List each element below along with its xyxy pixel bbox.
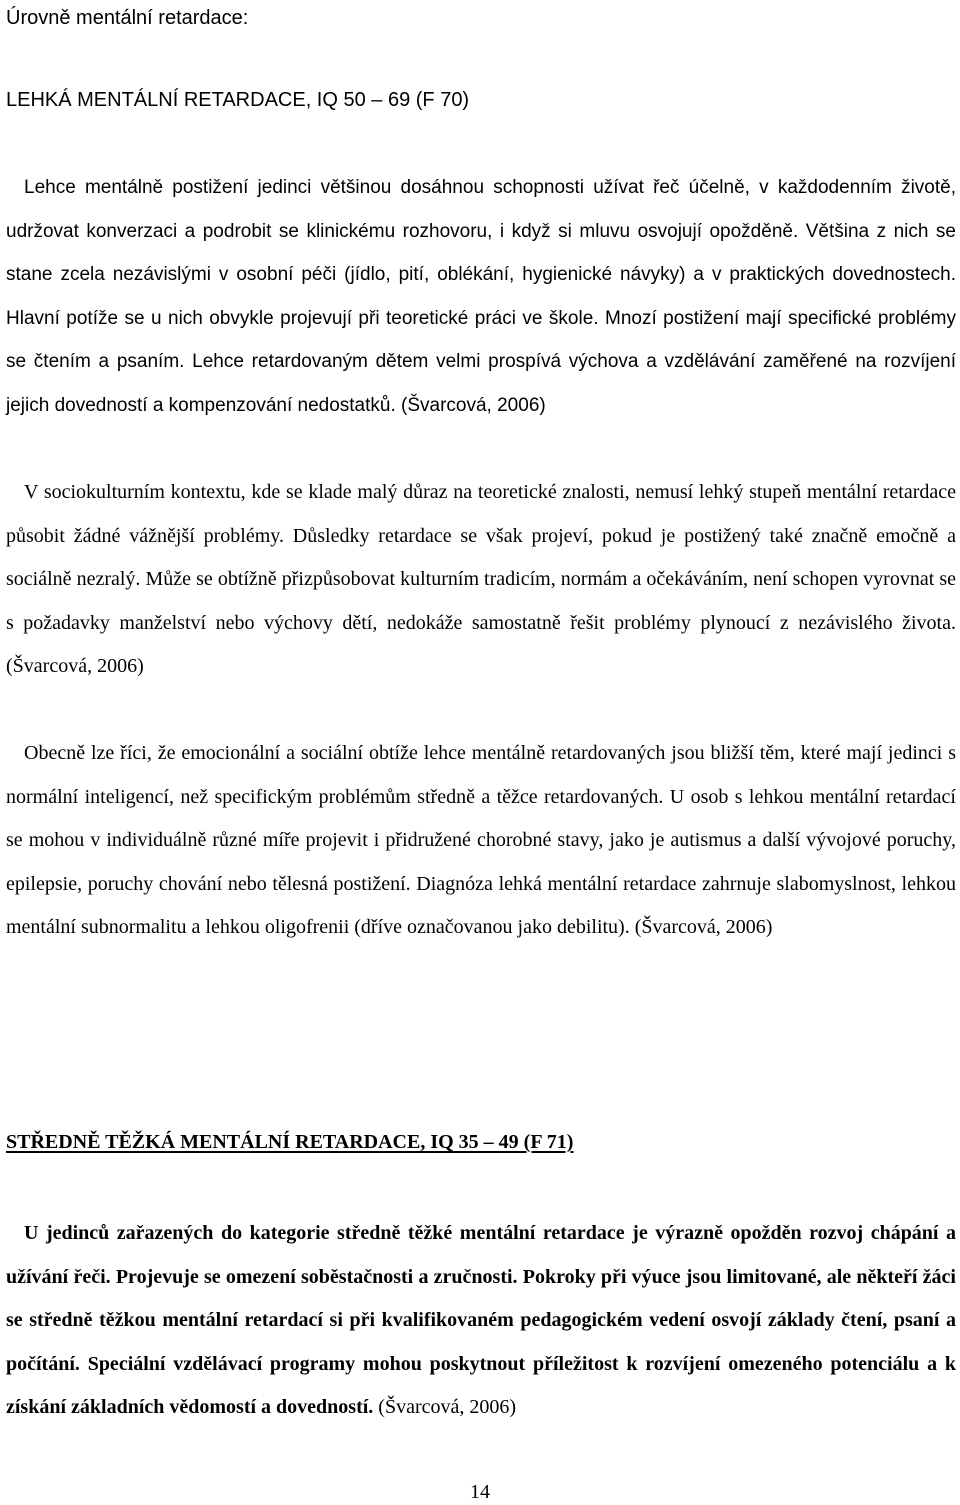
document-page	[6, 0, 956, 1505]
heading-mild-retardation: LEHKÁ MENTÁLNÍ RETARDACE, IQ 50 – 69 (F 70)	[6, 89, 470, 111]
heading-moderate-retardation: STŘEDNĚ TĚŽKÁ MENTÁLNÍ RETARDACE, IQ 35 – 49 (F 71)	[6, 1131, 574, 1153]
section-label: Úrovně mentální retardace:	[6, 7, 249, 29]
paragraph-mild-2: V sociokulturním kontextu, kde se klade malý důraz na teoretické znalosti, nemusí lehký stupeň mentální retardace působit žádné vážnější problémy. Důsledky retardace se však projeví, pokud je postižený také značně emočně a sociálně nezralý. Může se obtížně přizpůsobovat kulturním tradicím, normám a očekáváním, není schopen vyrovnat se s požadavky manželství nebo výchovy dětí, nedokáže samostatně řešit problémy plynoucí z nezávislého života. (Švarcová, 2006)	[6, 481, 956, 678]
paragraph-moderate-text: U jedinců zařazených do kategorie středně těžké mentální retardace je výrazně opožděn rozvoj chápání a užívání řeči. Projevuje se omezení soběstačnosti a zručnosti. Pokroky při výuce jsou limitované, ale někteří žáci se středně těžkou mentální retardací si při kvalifikovaném pedagogickém vedení osvojí základy čtení, psaní a počítání. Speciální vzdělávací programy mohou poskytnout příležitost k rozvíjení omezeného potenciálu a k získání základních vědomostí a dovedností.	[6, 1222, 956, 1419]
paragraph-mild-1: Lehce mentálně postižení jedinci většinou dosáhnou schopnosti užívat řeč účelně, v každodenním životě, udržovat konverzaci a podrobit se klinickému rozhovoru, i když si mluvu osvojují opožděně. Většina z nich se stane zcela nezávislými v osobní péči (jídlo, pití, oblékání, hygienické návyky) a v praktických dovednostech. Hlavní potíže se u nich obvykle projevují při teoretické práci ve škole. Mnozí postižení mají specifické problémy se čtením a psaním. Lehce retardovaným dětem velmi prospívá výchova a vzdělávání zaměřené na rozvíjení jejich dovedností a kompenzování nedostatků. (Švarcová, 2006)	[6, 177, 956, 416]
paragraph-moderate	[6, 1212, 956, 1430]
page-number: 14	[470, 1481, 490, 1503]
paragraph-mild-3: Obecně lze říci, že emocionální a sociální obtíže lehce mentálně retardovaných jsou bližší těm, které mají jedinci s normální inteligencí, než specifickým problémům středně a těžce retardovaných. U osob s lehkou mentální retardací se mohou v individuálně různé míře projevit i přidružené chorobné stavy, jako je autismus a další vývojové poruchy, epilepsie, poruchy chování nebo tělesná postižení. Diagnóza lehká mentální retardace zahrnuje slabomyslnost, lehkou mentální subnormalitu a lehkou oligofrenii (dříve označovanou jako debilitu). (Švarcová, 2006)	[6, 742, 956, 939]
citation: (Švarcová, 2006)	[378, 1396, 517, 1419]
